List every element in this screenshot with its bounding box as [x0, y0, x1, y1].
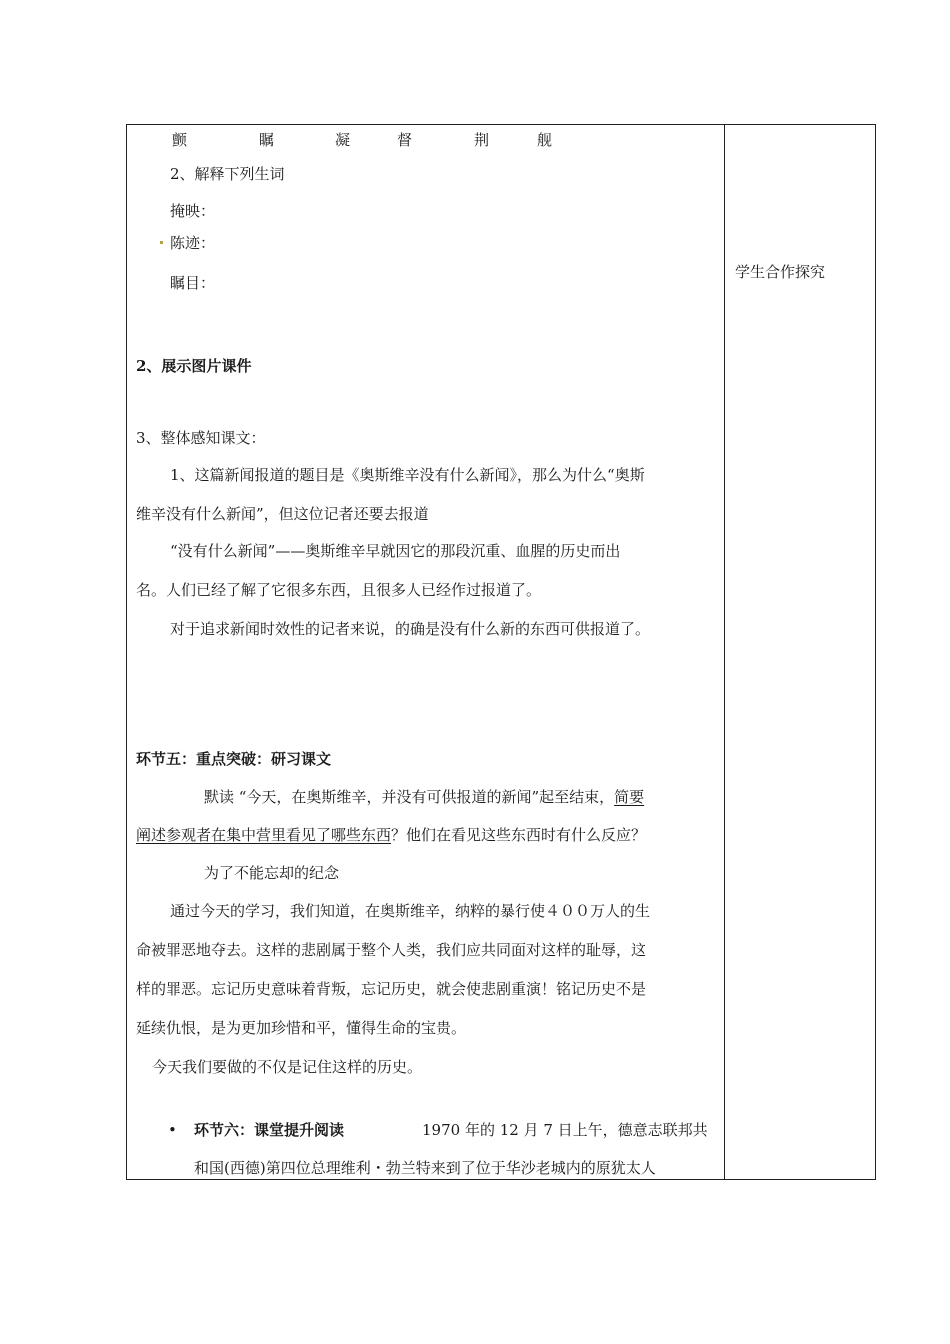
- task-line2-underlined: 阐述参观者在集中营里看见了哪些东西: [136, 826, 392, 844]
- paragraph-line: 命被罪恶地夺去。这样的悲剧属于整个人类，我们应共同面对这样的耻辱，这: [136, 941, 647, 959]
- answer-line: “没有什么新闻”——奥斯维辛早就因它的那段沉重、血腥的历史而出: [170, 542, 621, 560]
- question-line: 1、这篇新闻报道的题目是《奥斯维辛没有什么新闻》，那么为什么“奥斯: [170, 466, 645, 484]
- vocab-char: 瞩: [259, 131, 275, 149]
- bullet-dot: [160, 241, 163, 244]
- vocab-char: 督: [397, 131, 413, 149]
- task-line1-plain: 默读 “今天，在奥斯维辛，并没有可供报道的新闻”起至结束，: [204, 788, 615, 806]
- vocab-char: 颤: [172, 131, 188, 149]
- answer-line: 名。人们已经了解了它很多东西，且很多人已经作过报道了。: [136, 581, 542, 599]
- lesson-table: [126, 124, 876, 1180]
- section6-heading: 环节六：课堂提升阅读: [194, 1121, 345, 1139]
- section3-heading: 3、整体感知课文：: [136, 429, 266, 447]
- task-text: [136, 825, 646, 845]
- bullet-marker: •: [168, 1121, 177, 1139]
- word-item: 瞩目：: [170, 274, 216, 292]
- vocab-char: 荆: [474, 131, 490, 149]
- word-item: 陈迹：: [170, 234, 216, 252]
- side-note: 学生合作探究: [735, 263, 826, 281]
- closing-line: 今天我们要做的不仅是记住这样的历史。: [152, 1058, 423, 1076]
- vocab-char: 凝: [335, 131, 351, 149]
- column-divider: [724, 125, 725, 1179]
- task-text: [204, 787, 644, 807]
- paragraph-line: 样的罪恶。忘记历史意味着背叛，忘记历史，就会使悲剧重演！铭记历史不是: [136, 980, 647, 998]
- paragraph-line: 通过今天的学习，我们知道，在奥斯维辛，纳粹的暴行使４００万人的生: [170, 902, 651, 920]
- section1-item2-heading: 2、解释下列生词: [170, 165, 285, 183]
- reading-line: 和国(西德)第四位总理维利・勃兰特来到了位于华沙老城内的原犹太人: [194, 1159, 656, 1177]
- answer-line: 对于追求新闻时效性的记者来说，的确是没有什么新的东西可供报道了。: [170, 620, 651, 638]
- task-line1-underlined: 简要: [614, 788, 645, 806]
- task-line2-plain: ？他们在看见这些东西时有什么反应？: [391, 826, 647, 844]
- vocab-char: 舰: [537, 131, 553, 149]
- question-line: 维辛没有什么新闻”，但这位记者还要去报道: [136, 505, 429, 523]
- section5-heading: 环节五：重点突破：研习课文: [136, 750, 332, 768]
- answer-text: 为了不能忘却的纪念: [204, 864, 340, 882]
- word-item: 掩映：: [170, 202, 216, 220]
- section2-heading: 2、展示图片课件: [136, 357, 252, 375]
- paragraph-line: 延续仇恨，是为更加珍惜和平，懂得生命的宝贵。: [136, 1019, 467, 1037]
- reading-line: 1970 年的 12 月 7 日上午，德意志联邦共: [422, 1121, 708, 1139]
